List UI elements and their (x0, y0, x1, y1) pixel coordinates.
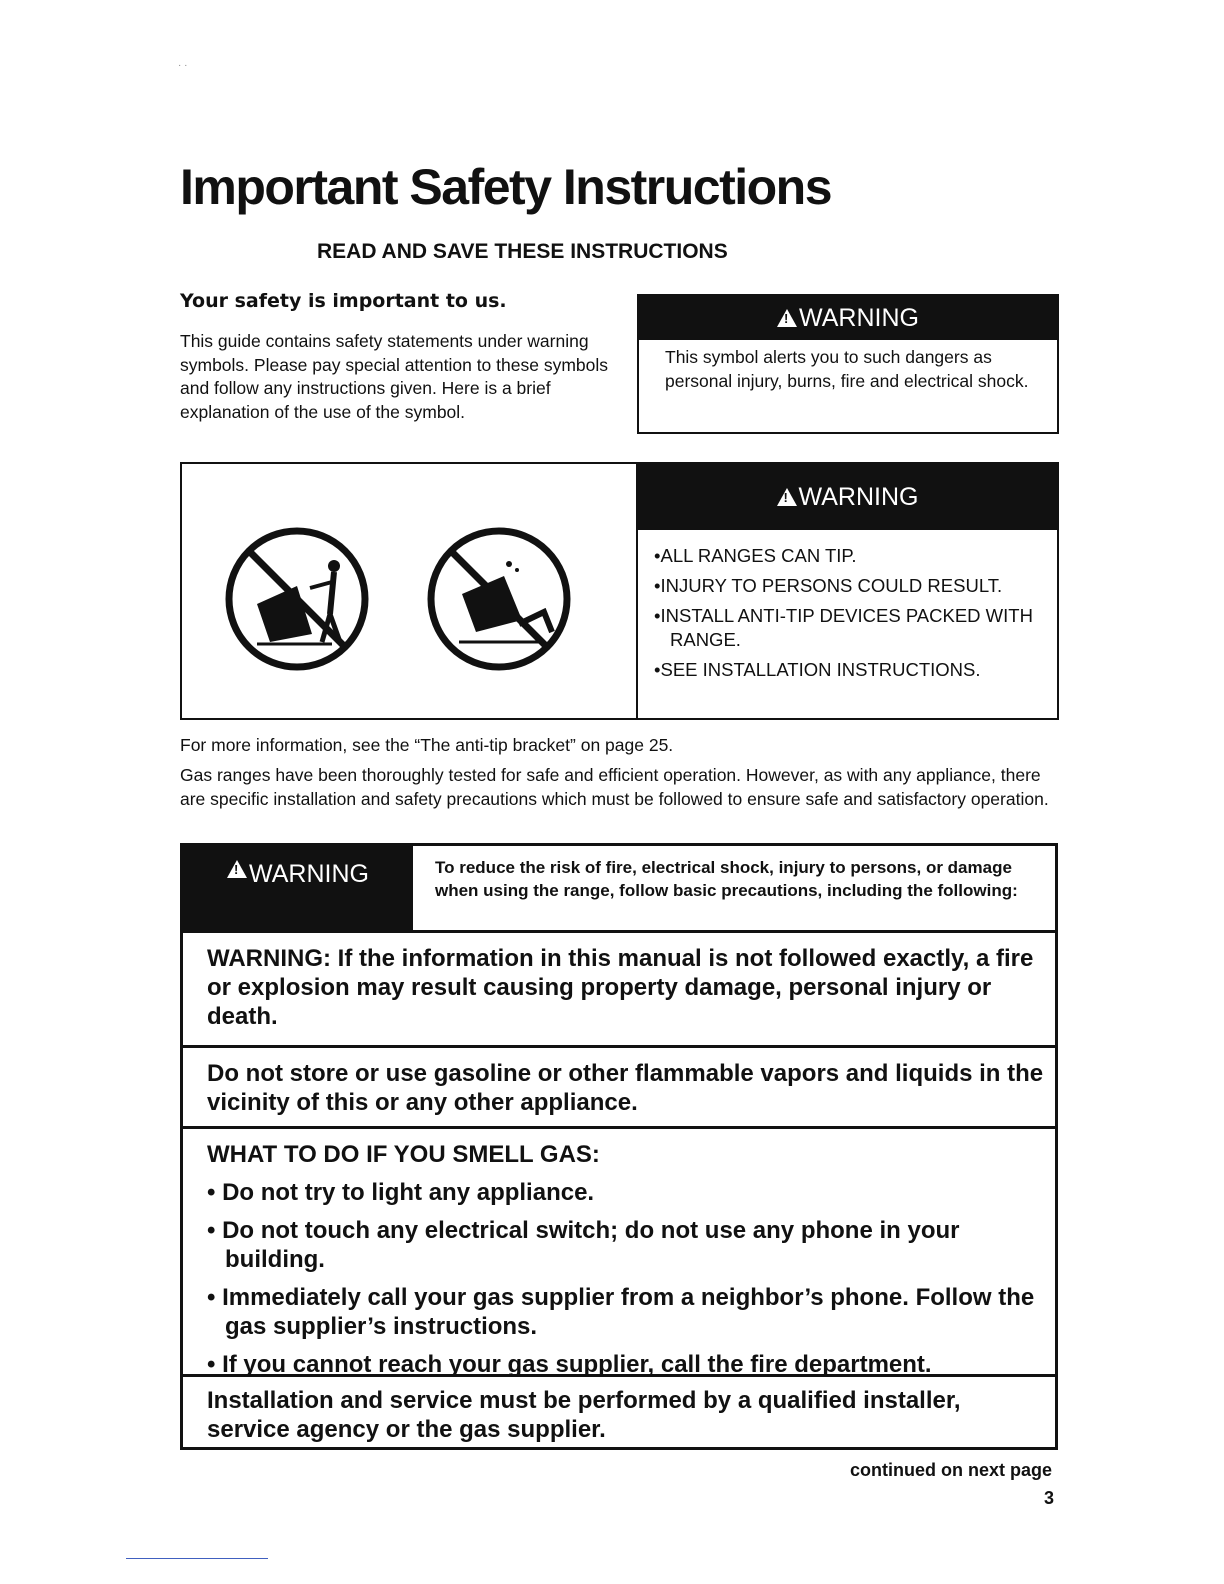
warning-block-2-text: Do not store or use gasoline or other flammable vapors and liquids in the vicinity of this or any other appliance. (207, 1060, 1044, 1116)
warning-banner (183, 846, 413, 930)
page-title: Important Safety Instructions (180, 159, 832, 215)
more-info-text: For more information, see the “The anti-tip bracket” on page 25. (180, 735, 674, 755)
continued-label: continued on next page (849, 1460, 1052, 1480)
warning-triangle-icon (227, 860, 247, 878)
main-warning-header (180, 843, 1058, 933)
list-item: • If you cannot reach your gas supplier, call the fire department. (207, 1351, 932, 1378)
tip-illustration-panel (182, 464, 638, 718)
range-tip-fallen-person-icon (424, 524, 574, 674)
page-subtitle: READ AND SAVE THESE INSTRUCTIONS (317, 240, 728, 263)
list-item: • Do not try to light any appliance. (207, 1179, 595, 1206)
warning-block-1 (180, 930, 1058, 1048)
smell-gas-heading: WHAT TO DO IF YOU SMELL GAS: (207, 1141, 600, 1168)
smell-gas-list (183, 1126, 1055, 1379)
list-item: •SEE INSTALLATION INSTRUCTIONS. (654, 659, 981, 680)
warning-banner (639, 296, 1057, 340)
list-item: • Immediately call your gas supplier from a neighbor’s phone. Follow the gas supplier’s instructions. (207, 1284, 1035, 1340)
warning-label: WARNING (249, 860, 369, 888)
symbol-warning-box (637, 294, 1059, 434)
warning-label: WARNING (799, 303, 919, 332)
warning-banner (638, 464, 1057, 530)
tip-warning-panel (638, 464, 1057, 718)
footnote-divider (126, 1558, 268, 1559)
intro-heading: Your safety is important to us. (180, 290, 507, 312)
warning-triangle-icon (777, 488, 797, 506)
page-number: 3 (1043, 1488, 1054, 1508)
smell-gas-block (180, 1126, 1058, 1377)
warning-triangle-icon (777, 309, 797, 327)
gas-ranges-paragraph: Gas ranges have been thoroughly tested for safe and efficient operation. However, as with any appliance, there are specific installation and safety precautions which must be followed to ensure safe and satisfactory operation. (180, 765, 1049, 809)
installation-block (180, 1374, 1058, 1450)
main-warning-text: To reduce the risk of fire, electrical shock, injury to persons, or damage when using the range, follow basic precautions, including the following: (435, 858, 1018, 900)
symbol-warning-text: This symbol alerts you to such dangers as personal injury, burns, fire and electrical shock. (665, 347, 1029, 391)
list-item: • Do not touch any electrical switch; do not use any phone in your building. (207, 1217, 960, 1273)
warning-label: WARNING (798, 482, 919, 511)
tip-warning-list (638, 530, 1057, 682)
anti-tip-box (180, 462, 1059, 720)
warning-block-2 (180, 1045, 1058, 1129)
intro-body: This guide contains safety statements under warning symbols. Please pay special attention to these symbols and follow any instructions given. Here is a brief explanation of the use of the symbol. (180, 331, 608, 422)
list-item: •INJURY TO PERSONS COULD RESULT. (654, 575, 1003, 596)
range-tip-person-icon (222, 524, 372, 674)
corner-mark: · · (178, 60, 188, 71)
installation-block-text: Installation and service must be performed by a qualified installer, service agency or the gas supplier. (207, 1387, 961, 1443)
warning-block-1-text: WARNING: If the information in this manual is not followed exactly, a fire or explosion may result causing property damage, personal injury or death. (207, 945, 1034, 1030)
list-item: •ALL RANGES CAN TIP. (654, 545, 857, 566)
list-item: •INSTALL ANTI-TIP DEVICES PACKED WITH RANGE. (654, 605, 1033, 650)
